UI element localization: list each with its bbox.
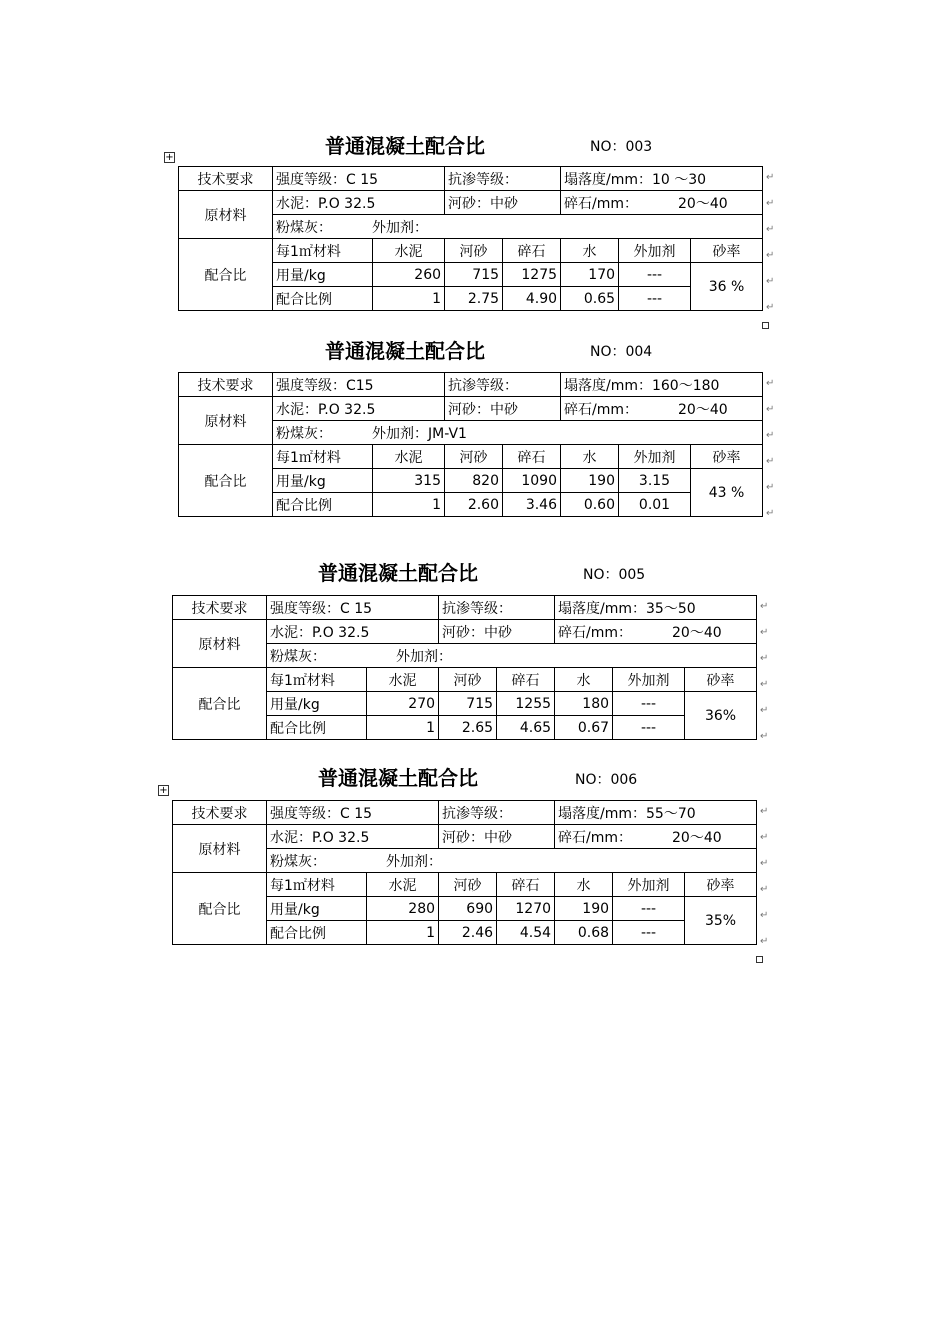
tech-requirements-label: 技术要求 <box>173 801 267 825</box>
tech-requirements-label: 技术要求 <box>179 167 273 191</box>
table-title: 普通混凝土配合比 <box>325 134 485 158</box>
amount-label: 用量/kg <box>267 692 367 716</box>
tech-requirements-label: 技术要求 <box>179 373 273 397</box>
sand-spec: 河砂：中砂 <box>439 620 555 644</box>
amount-label: 用量/kg <box>267 897 367 921</box>
ratio-cement: 1 <box>367 716 439 740</box>
return-mark-icon: ↵ <box>760 601 769 612</box>
mix-table <box>172 800 757 945</box>
mix-ratio-label: 配合比 <box>179 239 273 311</box>
mix-ratio-label: 配合比 <box>173 873 267 945</box>
amount-water: 170 <box>561 263 619 287</box>
gravel-spec <box>555 825 757 849</box>
additive: 外加剂：JM-V1 <box>372 425 467 442</box>
ratio-gravel: 4.54 <box>497 921 555 945</box>
return-mark-icon: ↵ <box>766 508 775 519</box>
raw-materials-label: 原材料 <box>173 825 267 873</box>
return-mark-icon: ↵ <box>760 679 769 690</box>
ratio-sand: 2.46 <box>439 921 497 945</box>
gravel-spec <box>555 620 757 644</box>
additive: 外加剂： <box>386 853 442 870</box>
mix-table <box>172 595 757 740</box>
gravel-label: 碎石/mm： <box>558 829 633 846</box>
amount-gravel: 1090 <box>503 469 561 493</box>
ratio-sand: 2.75 <box>445 287 503 311</box>
return-mark-icon: ↵ <box>760 910 769 921</box>
header-additive: 外加剂 <box>619 239 691 263</box>
ratio-additive: --- <box>619 287 691 311</box>
impermeability-grade: 抗渗等级： <box>445 373 561 397</box>
amount-gravel: 1255 <box>497 692 555 716</box>
sand-rate-value: 36 % <box>691 263 763 311</box>
amount-additive: 3.15 <box>619 469 691 493</box>
gravel-size: 20～40 <box>672 624 722 641</box>
table-move-handle-icon[interactable]: + <box>159 785 168 796</box>
table-title: 普通混凝土配合比 <box>318 766 478 790</box>
ratio-gravel: 3.46 <box>503 493 561 517</box>
table-number: NO：005 <box>583 567 646 583</box>
header-sand-rate: 砂率 <box>685 873 757 897</box>
ratio-gravel: 4.90 <box>503 287 561 311</box>
amount-water: 190 <box>555 897 613 921</box>
header-cement: 水泥 <box>373 445 445 469</box>
amount-label: 用量/kg <box>273 263 373 287</box>
sand-spec: 河砂：中砂 <box>445 397 561 421</box>
return-mark-icon: ↵ <box>760 627 769 638</box>
ratio-additive: 0.01 <box>619 493 691 517</box>
ratio-additive: --- <box>613 716 685 740</box>
header-sand: 河砂 <box>439 668 497 692</box>
amount-gravel: 1270 <box>497 897 555 921</box>
flyash-additive <box>273 215 763 239</box>
return-mark-icon: ↵ <box>766 482 775 493</box>
additive: 外加剂： <box>396 648 452 665</box>
return-mark-icon: ↵ <box>766 198 775 209</box>
ratio-cement: 1 <box>373 287 445 311</box>
raw-materials-label: 原材料 <box>179 191 273 239</box>
tech-requirements-label: 技术要求 <box>173 596 267 620</box>
sand-rate-value: 43 % <box>691 469 763 517</box>
flyash-additive <box>267 644 757 668</box>
sand-spec: 河砂：中砂 <box>445 191 561 215</box>
gravel-label: 碎石/mm： <box>558 624 633 641</box>
return-mark-icon: ↵ <box>760 936 769 947</box>
header-sand-rate: 砂率 <box>691 445 763 469</box>
header-gravel: 碎石 <box>497 873 555 897</box>
flyash: 粉煤灰： <box>270 853 326 870</box>
header-additive: 外加剂 <box>619 445 691 469</box>
table-resize-handle-icon[interactable] <box>762 322 769 329</box>
return-mark-icon: ↵ <box>766 224 775 235</box>
return-mark-icon: ↵ <box>760 884 769 895</box>
return-mark-icon: ↵ <box>766 378 775 389</box>
strength-grade: 强度等级：C 15 <box>267 596 439 620</box>
cement-spec: 水泥：P.O 32.5 <box>267 825 439 849</box>
amount-water: 190 <box>561 469 619 493</box>
ratio-water: 0.60 <box>561 493 619 517</box>
flyash: 粉煤灰： <box>276 425 332 442</box>
impermeability-grade: 抗渗等级： <box>439 801 555 825</box>
return-mark-icon: ↵ <box>760 858 769 869</box>
strength-grade: 强度等级：C 15 <box>273 167 445 191</box>
amount-cement: 260 <box>373 263 445 287</box>
return-mark-icon: ↵ <box>766 250 775 261</box>
sand-rate-value: 35% <box>685 897 757 945</box>
return-mark-icon: ↵ <box>766 302 775 313</box>
header-sand: 河砂 <box>445 239 503 263</box>
header-additive: 外加剂 <box>613 873 685 897</box>
header-water: 水 <box>555 873 613 897</box>
header-material-per-m3: 每1㎡材料 <box>273 239 373 263</box>
ratio-water: 0.68 <box>555 921 613 945</box>
strength-grade: 强度等级：C15 <box>273 373 445 397</box>
ratio-cement: 1 <box>367 921 439 945</box>
gravel-size: 20～40 <box>678 401 728 418</box>
header-material-per-m3: 每1㎡材料 <box>273 445 373 469</box>
header-cement: 水泥 <box>367 668 439 692</box>
header-water: 水 <box>555 668 613 692</box>
header-material-per-m3: 每1㎡材料 <box>267 873 367 897</box>
ratio-label: 配合比例 <box>273 493 373 517</box>
mix-ratio-label: 配合比 <box>179 445 273 517</box>
return-mark-icon: ↵ <box>766 430 775 441</box>
gravel-spec <box>561 397 763 421</box>
return-mark-icon: ↵ <box>760 705 769 716</box>
return-mark-icon: ↵ <box>766 276 775 287</box>
gravel-label: 碎石/mm： <box>564 401 638 418</box>
strength-grade: 强度等级：C 15 <box>267 801 439 825</box>
header-material-per-m3: 每1㎡材料 <box>267 668 367 692</box>
return-mark-icon: ↵ <box>760 806 769 817</box>
return-mark-icon: ↵ <box>766 404 775 415</box>
header-water: 水 <box>561 239 619 263</box>
flyash: 粉煤灰： <box>276 219 332 236</box>
gravel-label: 碎石/mm： <box>564 195 639 212</box>
header-cement: 水泥 <box>367 873 439 897</box>
table-title: 普通混凝土配合比 <box>318 561 478 585</box>
amount-additive: --- <box>613 897 685 921</box>
header-gravel: 碎石 <box>503 445 561 469</box>
flyash-additive <box>273 421 763 445</box>
additive: 外加剂： <box>372 219 428 236</box>
ratio-water: 0.65 <box>561 287 619 311</box>
ratio-label: 配合比例 <box>267 921 367 945</box>
cement-spec: 水泥：P.O 32.5 <box>273 191 445 215</box>
ratio-sand: 2.60 <box>445 493 503 517</box>
gravel-spec <box>561 191 763 215</box>
ratio-additive: --- <box>613 921 685 945</box>
flyash: 粉煤灰： <box>270 648 326 665</box>
ratio-cement: 1 <box>373 493 445 517</box>
sand-spec: 河砂：中砂 <box>439 825 555 849</box>
mix-ratio-label: 配合比 <box>173 668 267 740</box>
table-resize-handle-icon[interactable] <box>756 956 763 963</box>
return-mark-icon: ↵ <box>760 832 769 843</box>
mix-table <box>178 372 763 517</box>
cement-spec: 水泥：P.O 32.5 <box>267 620 439 644</box>
amount-gravel: 1275 <box>503 263 561 287</box>
amount-cement: 315 <box>373 469 445 493</box>
header-additive: 外加剂 <box>613 668 685 692</box>
slump-range: 塌落度/mm：10 ～30 <box>561 167 763 191</box>
amount-water: 180 <box>555 692 613 716</box>
return-mark-icon: ↵ <box>760 653 769 664</box>
impermeability-grade: 抗渗等级： <box>439 596 555 620</box>
gravel-size: 20～40 <box>672 829 722 846</box>
table-number: NO：004 <box>590 344 653 360</box>
return-mark-icon: ↵ <box>766 456 775 467</box>
cement-spec: 水泥：P.O 32.5 <box>273 397 445 421</box>
header-sand-rate: 砂率 <box>685 668 757 692</box>
slump-range: 塌落度/mm：35～50 <box>555 596 757 620</box>
amount-label: 用量/kg <box>273 469 373 493</box>
header-sand: 河砂 <box>439 873 497 897</box>
gravel-size: 20～40 <box>678 195 728 212</box>
ratio-gravel: 4.65 <box>497 716 555 740</box>
slump-range: 塌落度/mm：55～70 <box>555 801 757 825</box>
header-cement: 水泥 <box>373 239 445 263</box>
header-water: 水 <box>561 445 619 469</box>
mix-table <box>178 166 763 311</box>
flyash-additive <box>267 849 757 873</box>
header-gravel: 碎石 <box>503 239 561 263</box>
amount-cement: 270 <box>367 692 439 716</box>
amount-additive: --- <box>613 692 685 716</box>
table-title: 普通混凝土配合比 <box>325 339 485 363</box>
amount-sand: 715 <box>445 263 503 287</box>
ratio-label: 配合比例 <box>273 287 373 311</box>
table-number: NO：006 <box>575 772 638 788</box>
ratio-water: 0.67 <box>555 716 613 740</box>
sand-rate-value: 36% <box>685 692 757 740</box>
amount-sand: 715 <box>439 692 497 716</box>
amount-cement: 280 <box>367 897 439 921</box>
header-gravel: 碎石 <box>497 668 555 692</box>
raw-materials-label: 原材料 <box>173 620 267 668</box>
header-sand: 河砂 <box>445 445 503 469</box>
header-sand-rate: 砂率 <box>691 239 763 263</box>
return-mark-icon: ↵ <box>766 172 775 183</box>
slump-range: 塌落度/mm：160～180 <box>561 373 763 397</box>
return-mark-icon: ↵ <box>760 731 769 742</box>
amount-sand: 820 <box>445 469 503 493</box>
amount-sand: 690 <box>439 897 497 921</box>
raw-materials-label: 原材料 <box>179 397 273 445</box>
table-number: NO：003 <box>590 139 653 155</box>
amount-additive: --- <box>619 263 691 287</box>
ratio-label: 配合比例 <box>267 716 367 740</box>
ratio-sand: 2.65 <box>439 716 497 740</box>
impermeability-grade: 抗渗等级： <box>445 167 561 191</box>
table-move-handle-icon[interactable]: + <box>165 152 174 163</box>
